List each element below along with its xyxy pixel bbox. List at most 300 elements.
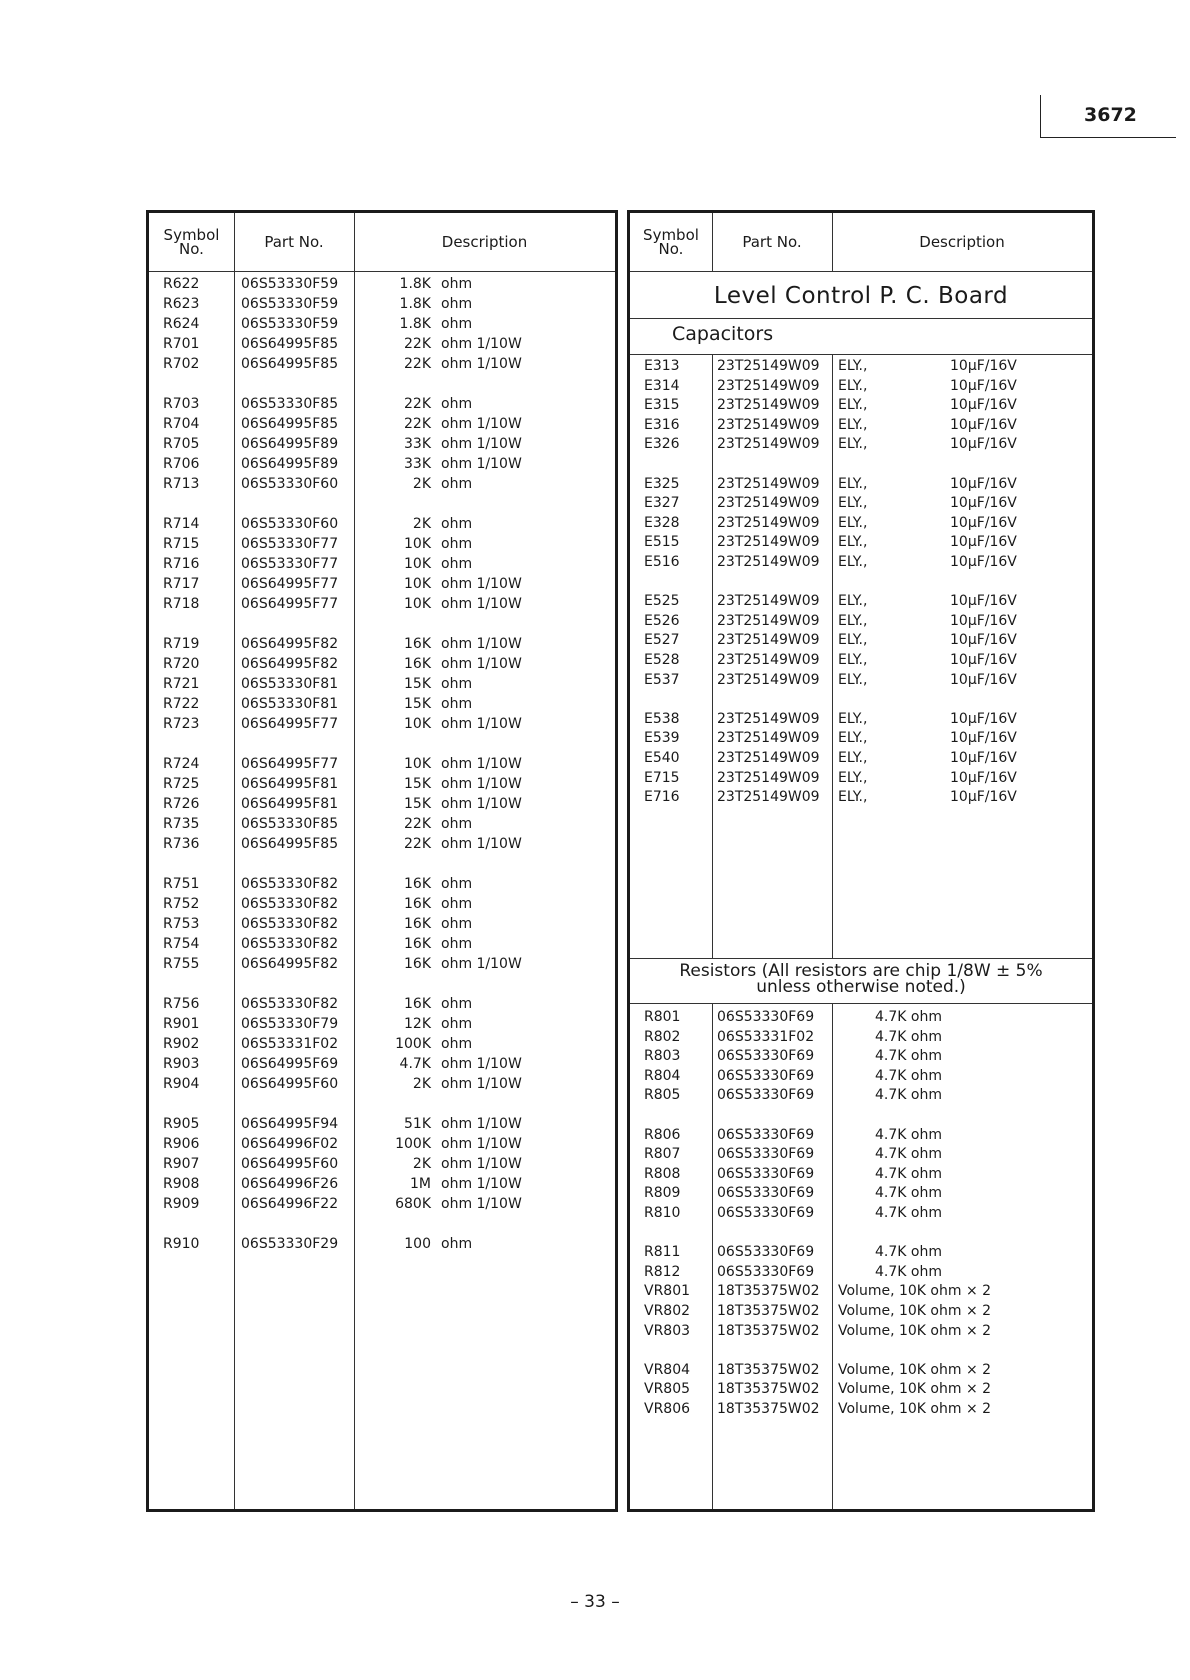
spec-cell: 10μF/16V (950, 495, 1017, 512)
symbol-cell: R802 (644, 1028, 681, 1045)
description-cell: 4.7K ohm (875, 1087, 942, 1104)
spec-cell: 10μF/16V (950, 652, 1017, 668)
symbol-cell: R719 (163, 636, 200, 652)
part-no-cell: 06S53330F59 (241, 276, 339, 292)
type-cell: ELY., (838, 750, 868, 766)
symbol-cell: R717 (163, 576, 200, 592)
table-row (149, 335, 615, 355)
part-no-cell: 23T25149W09 (717, 534, 820, 551)
type-cell: ELY., (838, 358, 868, 374)
part-no-cell: 23T25149W09 (717, 416, 820, 433)
part-no-cell: 23T25149W09 (717, 358, 820, 374)
table-row (630, 1243, 1092, 1263)
symbol-cell: R713 (163, 476, 200, 492)
part-no-cell: 06S64995F81 (241, 776, 339, 792)
part-no-cell: 06S53330F82 (241, 876, 339, 892)
table-row (630, 1165, 1092, 1185)
table-row (630, 553, 1092, 573)
section-divider (630, 318, 1092, 319)
part-no-cell: 06S53330F79 (241, 1016, 339, 1032)
value-cell: 33K (404, 436, 431, 452)
part-no-cell: 06S53330F69 (717, 1087, 815, 1104)
spec-cell: 10μF/16V (950, 534, 1017, 551)
capacitors-title: Capacitors (672, 323, 774, 345)
symbol-cell: R623 (163, 296, 200, 312)
value-cell: 10K (404, 536, 431, 552)
symbol-cell: R811 (644, 1244, 681, 1261)
description-cell: 4.7K ohm (875, 1205, 942, 1221)
table-row (630, 788, 1092, 808)
symbol-cell: E516 (644, 554, 680, 570)
symbol-cell: R723 (163, 716, 200, 732)
part-no-cell: 23T25149W09 (717, 652, 820, 668)
symbol-cell: R804 (644, 1067, 681, 1084)
table-row (149, 895, 615, 915)
symbol-cell: R756 (163, 996, 200, 1012)
value-cell: 100K (395, 1036, 431, 1052)
table-row (149, 515, 615, 535)
part-no-cell: 06S53330F59 (241, 296, 339, 312)
unit-cell: ohm 1/10W (441, 1176, 522, 1192)
section-divider (630, 354, 1092, 355)
table-row (630, 416, 1092, 436)
symbol-cell: E539 (644, 730, 680, 747)
part-no-cell: 06S53330F77 (241, 536, 339, 552)
unit-cell: ohm 1/10W (441, 456, 522, 472)
part-no-cell: 06S53330F77 (241, 556, 339, 572)
value-cell: 16K (404, 956, 431, 972)
table-row (149, 1115, 615, 1135)
table-row (149, 755, 615, 775)
part-no-cell: 23T25149W09 (717, 750, 820, 766)
part-no-cell: 23T25149W09 (717, 514, 820, 531)
table-row (149, 775, 615, 795)
unit-cell: ohm 1/10W (441, 956, 522, 972)
unit-cell: ohm (441, 1236, 473, 1252)
left-parts-table (146, 210, 618, 1512)
symbol-cell: E528 (644, 652, 680, 668)
part-no-cell: 23T25149W09 (717, 769, 820, 786)
spec-cell: 10μF/16V (950, 554, 1017, 570)
type-cell: ELY., (838, 593, 868, 610)
table-row (630, 1145, 1092, 1165)
unit-cell: ohm 1/10W (441, 836, 522, 852)
table-row (149, 415, 615, 435)
resistors-note: Resistors (All resistors are chip 1/8W ± 5% unless otherwise noted.) (679, 961, 1043, 997)
header-divider (149, 271, 615, 272)
type-cell: ELY., (838, 377, 868, 394)
unit-cell: ohm (441, 316, 473, 332)
type-cell: ELY., (838, 534, 868, 551)
table-row (630, 1184, 1092, 1204)
table-row (630, 1322, 1092, 1342)
symbol-cell: R809 (644, 1185, 681, 1202)
part-no-cell: 23T25149W09 (717, 436, 820, 453)
part-no-cell: 06S64995F69 (241, 1056, 339, 1072)
page-number: – 33 – (570, 1592, 620, 1612)
table-row (630, 1263, 1092, 1283)
table-row (630, 1086, 1092, 1106)
symbol-cell: R703 (163, 396, 200, 412)
part-no-cell: 06S53330F85 (241, 396, 339, 412)
table-row (630, 377, 1092, 397)
description-cell: Volume, 10K ohm × 2 (838, 1381, 992, 1398)
value-cell: 2K (412, 1076, 431, 1092)
value-cell: 1M (410, 1176, 431, 1192)
part-no-cell: 23T25149W09 (717, 397, 820, 414)
header-description: Description (441, 233, 528, 251)
part-no-cell: 06S53331F02 (241, 1036, 339, 1052)
value-cell: 100K (395, 1136, 431, 1152)
part-no-cell: 06S53330F69 (717, 1126, 815, 1143)
header-part-no: Part No. (264, 233, 324, 251)
unit-cell: ohm 1/10W (441, 636, 522, 652)
part-no-cell: 06S53330F82 (241, 936, 339, 952)
table-row (630, 710, 1092, 730)
symbol-cell: R808 (644, 1165, 681, 1182)
part-no-cell: 06S53330F82 (241, 916, 339, 932)
part-no-cell: 06S53331F02 (717, 1028, 815, 1045)
table-row (149, 995, 615, 1015)
part-no-cell: 23T25149W09 (717, 554, 820, 570)
part-no-cell: 23T25149W09 (717, 475, 820, 492)
part-no-cell: 06S64996F02 (241, 1136, 339, 1152)
part-no-cell: 18T35375W02 (717, 1322, 820, 1339)
part-no-cell: 18T35375W02 (717, 1401, 820, 1417)
symbol-cell: VR804 (644, 1361, 691, 1378)
table-row (630, 1008, 1092, 1028)
part-no-cell: 06S64996F26 (241, 1176, 339, 1192)
type-cell: ELY., (838, 710, 868, 727)
value-cell: 10K (404, 716, 431, 732)
value-cell: 12K (404, 1016, 431, 1032)
spec-cell: 10μF/16V (950, 671, 1017, 688)
table-row (630, 514, 1092, 534)
spec-cell: 10μF/16V (950, 593, 1017, 610)
value-cell: 1.8K (399, 276, 431, 292)
description-cell: Volume, 10K ohm × 2 (838, 1401, 992, 1417)
symbol-cell: R903 (163, 1056, 200, 1072)
symbol-cell: E313 (644, 358, 680, 374)
symbol-cell: E525 (644, 593, 680, 610)
symbol-cell: R812 (644, 1263, 681, 1280)
part-no-cell: 06S64995F77 (241, 716, 339, 732)
symbol-cell: R726 (163, 796, 200, 812)
description-cell: 4.7K ohm (875, 1146, 942, 1163)
unit-cell: ohm 1/10W (441, 596, 522, 612)
right-parts-table (627, 210, 1095, 1512)
table-row (149, 1175, 615, 1195)
spec-cell: 10μF/16V (950, 514, 1017, 531)
table-row (149, 355, 615, 375)
symbol-cell: R910 (163, 1236, 200, 1252)
part-no-cell: 06S64995F77 (241, 596, 339, 612)
table-row (630, 592, 1092, 612)
part-no-cell: 06S64995F94 (241, 1116, 339, 1132)
unit-cell: ohm (441, 896, 473, 912)
part-no-cell: 23T25149W09 (717, 789, 820, 806)
section-divider (630, 958, 1092, 959)
description-cell: 4.7K ohm (875, 1165, 942, 1182)
part-no-cell: 06S64995F89 (241, 456, 339, 472)
type-cell: ELY., (838, 475, 868, 492)
value-cell: 1.8K (399, 316, 431, 332)
symbol-cell: R908 (163, 1176, 200, 1192)
symbol-cell: R805 (644, 1087, 681, 1104)
unit-cell: ohm (441, 876, 473, 892)
spec-cell: 10μF/16V (950, 397, 1017, 414)
table-row (630, 631, 1092, 651)
table-row (630, 494, 1092, 514)
part-no-cell: 06S64995F82 (241, 636, 339, 652)
symbol-cell: E314 (644, 377, 680, 394)
table-row (149, 1235, 615, 1255)
value-cell: 22K (404, 416, 431, 432)
description-cell: 4.7K ohm (875, 1067, 942, 1084)
value-cell: 100 (404, 1236, 431, 1252)
table-row (149, 795, 615, 815)
part-no-cell: 23T25149W09 (717, 730, 820, 747)
part-no-cell: 06S53330F69 (717, 1048, 815, 1065)
part-no-cell: 06S53330F82 (241, 896, 339, 912)
table-row (630, 435, 1092, 455)
part-no-cell: 06S64995F85 (241, 336, 339, 352)
symbol-cell: R752 (163, 896, 200, 912)
symbol-cell: R704 (163, 416, 200, 432)
part-no-cell: 23T25149W09 (717, 495, 820, 512)
symbol-cell: VR802 (644, 1303, 691, 1319)
value-cell: 51K (404, 1116, 431, 1132)
part-no-cell: 23T25149W09 (717, 377, 820, 394)
symbol-cell: R803 (644, 1048, 681, 1065)
description-cell: 4.7K ohm (875, 1048, 942, 1065)
symbol-cell: R907 (163, 1156, 200, 1172)
part-no-cell: 06S53330F69 (717, 1067, 815, 1084)
table-row (630, 357, 1092, 377)
part-no-cell: 18T35375W02 (717, 1361, 820, 1378)
unit-cell: ohm (441, 536, 473, 552)
part-no-cell: 18T35375W02 (717, 1283, 820, 1300)
type-cell: ELY., (838, 730, 868, 747)
description-cell: 4.7K ohm (875, 1126, 942, 1143)
part-no-cell: 06S53330F69 (717, 1263, 815, 1280)
value-cell: 2K (412, 516, 431, 532)
table-row (630, 1400, 1092, 1420)
part-no-cell: 06S53330F69 (717, 1009, 815, 1025)
value-cell: 1.8K (399, 296, 431, 312)
symbol-cell: R624 (163, 316, 200, 332)
symbol-cell: R906 (163, 1136, 200, 1152)
symbol-cell: R721 (163, 676, 200, 692)
table-row (630, 1028, 1092, 1048)
part-no-cell: 06S53330F29 (241, 1236, 339, 1252)
unit-cell: ohm (441, 1036, 473, 1052)
symbol-cell: R909 (163, 1196, 200, 1212)
symbol-cell: R701 (163, 336, 200, 352)
symbol-cell: R901 (163, 1016, 200, 1032)
type-cell: ELY., (838, 612, 868, 629)
symbol-cell: R801 (644, 1009, 681, 1025)
unit-cell: ohm 1/10W (441, 356, 522, 372)
table-row (149, 275, 615, 295)
unit-cell: ohm 1/10W (441, 1196, 522, 1212)
description-cell: 4.7K ohm (875, 1263, 942, 1280)
symbol-cell: R705 (163, 436, 200, 452)
part-no-cell: 06S53330F69 (717, 1185, 815, 1202)
unit-cell: ohm (441, 1016, 473, 1032)
table-row (630, 1282, 1092, 1302)
table-row (630, 612, 1092, 632)
part-no-cell: 06S53330F81 (241, 676, 339, 692)
unit-cell: ohm 1/10W (441, 1116, 522, 1132)
table-row (149, 315, 615, 335)
part-no-cell: 06S64995F60 (241, 1156, 339, 1172)
symbol-cell: VR801 (644, 1283, 691, 1300)
spec-cell: 10μF/16V (950, 436, 1017, 453)
table-row (149, 1015, 615, 1035)
section-divider (630, 1003, 1092, 1004)
symbol-cell: R735 (163, 816, 200, 832)
part-no-cell: 23T25149W09 (717, 612, 820, 629)
value-cell: 680K (395, 1196, 431, 1212)
part-no-cell: 06S64995F77 (241, 576, 339, 592)
level-control-title: Level Control P. C. Board (713, 283, 1009, 309)
part-no-cell: 06S64995F81 (241, 796, 339, 812)
table-row (149, 435, 615, 455)
symbol-cell: E515 (644, 534, 680, 551)
unit-cell: ohm 1/10W (441, 1156, 522, 1172)
symbol-cell: E715 (644, 769, 680, 786)
unit-cell: ohm (441, 696, 473, 712)
symbol-cell: E540 (644, 750, 680, 766)
spec-cell: 10μF/16V (950, 710, 1017, 727)
unit-cell: ohm 1/10W (441, 416, 522, 432)
part-no-cell: 06S64995F89 (241, 436, 339, 452)
part-no-cell: 06S64995F60 (241, 1076, 339, 1092)
value-cell: 2K (412, 1156, 431, 1172)
value-cell: 15K (404, 796, 431, 812)
part-no-cell: 06S64995F85 (241, 356, 339, 372)
part-no-cell: 06S53330F81 (241, 696, 339, 712)
part-no-cell: 06S53330F69 (717, 1165, 815, 1182)
spec-cell: 10μF/16V (950, 358, 1017, 374)
table-row (149, 535, 615, 555)
table-row (630, 1204, 1092, 1224)
value-cell: 16K (404, 636, 431, 652)
table-row (149, 675, 615, 695)
part-no-cell: 06S53330F60 (241, 476, 339, 492)
part-no-cell: 06S64995F85 (241, 416, 339, 432)
table-row (630, 749, 1092, 769)
spec-cell: 10μF/16V (950, 750, 1017, 766)
unit-cell: ohm (441, 676, 473, 692)
spec-cell: 10μF/16V (950, 632, 1017, 649)
unit-cell: ohm (441, 996, 473, 1012)
unit-cell: ohm (441, 396, 473, 412)
value-cell: 10K (404, 576, 431, 592)
table-row (149, 395, 615, 415)
part-no-cell: 06S64995F85 (241, 836, 339, 852)
description-cell: 4.7K ohm (875, 1009, 942, 1025)
table-row (149, 835, 615, 855)
value-cell: 15K (404, 676, 431, 692)
table-row (149, 875, 615, 895)
table-row (149, 1035, 615, 1055)
description-cell: Volume, 10K ohm × 2 (838, 1303, 992, 1319)
symbol-cell: E315 (644, 397, 680, 414)
value-cell: 4.7K (399, 1056, 431, 1072)
table-row (149, 955, 615, 975)
value-cell: 16K (404, 916, 431, 932)
symbol-cell: VR805 (644, 1381, 691, 1398)
symbol-cell: E716 (644, 789, 680, 806)
symbol-cell: E316 (644, 416, 680, 433)
part-no-cell: 23T25149W09 (717, 710, 820, 727)
symbol-cell: E327 (644, 495, 680, 512)
spec-cell: 10μF/16V (950, 612, 1017, 629)
symbol-cell: E328 (644, 514, 680, 531)
type-cell: ELY., (838, 495, 868, 512)
unit-cell: ohm (441, 276, 473, 292)
page-code: 3672 (1084, 104, 1137, 126)
unit-cell: ohm 1/10W (441, 436, 522, 452)
symbol-cell: R810 (644, 1205, 681, 1221)
value-cell: 16K (404, 996, 431, 1012)
unit-cell: ohm (441, 936, 473, 952)
value-cell: 33K (404, 456, 431, 472)
unit-cell: ohm 1/10W (441, 576, 522, 592)
type-cell: ELY., (838, 652, 868, 668)
value-cell: 22K (404, 396, 431, 412)
type-cell: ELY., (838, 769, 868, 786)
unit-cell: ohm 1/10W (441, 656, 522, 672)
symbol-cell: R716 (163, 556, 200, 572)
header-symbol: Symbol No. (643, 226, 699, 258)
unit-cell: ohm 1/10W (441, 716, 522, 732)
symbol-cell: E527 (644, 632, 680, 649)
value-cell: 15K (404, 776, 431, 792)
table-row (630, 1302, 1092, 1322)
symbol-cell: R720 (163, 656, 200, 672)
spec-cell: 10μF/16V (950, 789, 1017, 806)
part-no-cell: 06S53330F69 (717, 1205, 815, 1221)
symbol-cell: R902 (163, 1036, 200, 1052)
table-row (149, 915, 615, 935)
table-row (149, 1075, 615, 1095)
table-row (630, 729, 1092, 749)
part-no-cell: 06S53330F82 (241, 996, 339, 1012)
symbol-cell: R725 (163, 776, 200, 792)
description-cell: 4.7K ohm (875, 1244, 942, 1261)
table-row (149, 455, 615, 475)
unit-cell: ohm 1/10W (441, 336, 522, 352)
table-row (630, 769, 1092, 789)
symbol-cell: R715 (163, 536, 200, 552)
value-cell: 2K (412, 476, 431, 492)
table-row (630, 671, 1092, 691)
symbol-cell: R706 (163, 456, 200, 472)
table-row (149, 635, 615, 655)
symbol-cell: E538 (644, 710, 680, 727)
symbol-cell: R714 (163, 516, 200, 532)
table-row (630, 1126, 1092, 1146)
table-row (149, 295, 615, 315)
value-cell: 10K (404, 596, 431, 612)
part-no-cell: 06S64995F82 (241, 656, 339, 672)
part-no-cell: 23T25149W09 (717, 671, 820, 688)
value-cell: 22K (404, 356, 431, 372)
type-cell: ELY., (838, 397, 868, 414)
